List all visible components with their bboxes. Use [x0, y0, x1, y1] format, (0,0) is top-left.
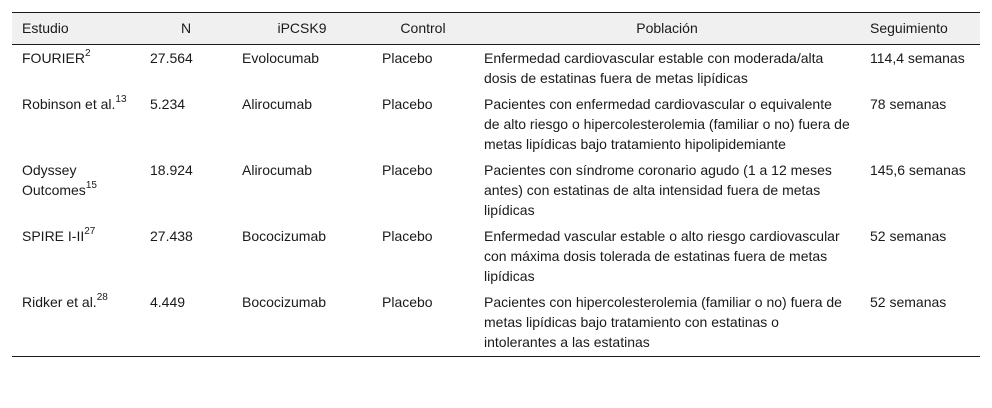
cell-estudio — [12, 289, 140, 357]
cell-n: 27.564 — [150, 50, 193, 66]
table-row — [12, 223, 980, 289]
table-header — [12, 13, 980, 45]
table-row — [12, 91, 980, 157]
header-estudio: Estudio — [12, 13, 140, 45]
cell-n: 4.449 — [140, 289, 232, 357]
cell-control: Placebo — [382, 96, 433, 112]
reference-number: 15 — [85, 180, 97, 192]
cell-seguimiento: 52 semanas — [870, 228, 947, 244]
cell-estudio — [12, 157, 140, 223]
study-name: FOURIER — [22, 50, 85, 66]
cell-estudio — [12, 91, 140, 157]
cell-ipcsk9: Bococizumab — [232, 289, 372, 357]
study-name: Robinson et al. — [22, 96, 116, 112]
cell-ipcsk9: Evolocumab — [242, 50, 320, 66]
header-seguimiento: Seguimiento — [860, 13, 980, 45]
table-row — [12, 45, 980, 92]
header-poblacion: Población — [474, 13, 860, 45]
reference-number: 28 — [96, 292, 108, 304]
studies-table — [12, 12, 980, 357]
cell-ipcsk9: Bococizumab — [242, 228, 327, 244]
cell-ipcsk9: Alirocumab — [242, 162, 313, 178]
reference-number: 27 — [84, 226, 96, 238]
cell-n: 18.924 — [150, 162, 193, 178]
reference-number: 13 — [115, 94, 127, 106]
cell-poblacion: Enfermedad cardiovascular estable con moderada/alta dosis de estatinas fuera de metas lipídicas — [484, 50, 824, 86]
cell-control: Placebo — [382, 50, 433, 66]
cell-control: Placebo — [382, 162, 433, 178]
table-row — [12, 289, 980, 357]
cell-estudio — [12, 223, 140, 289]
study-name: SPIRE I-II — [22, 228, 85, 244]
reference-number: 2 — [85, 48, 91, 60]
cell-n: 27.438 — [150, 228, 193, 244]
cell-control: Placebo — [372, 289, 474, 357]
study-name: Odyssey Outcomes — [22, 162, 86, 198]
header-control: Control — [372, 13, 474, 45]
cell-ipcsk9: Alirocumab — [242, 96, 313, 112]
table-row — [12, 157, 980, 223]
cell-n: 5.234 — [150, 96, 186, 112]
table-body — [12, 45, 980, 357]
cell-poblacion: Enfermedad vascular estable o alto riesgo cardiovascular con máxima dosis tolerada de estatinas fuera de metas lipídicas — [484, 228, 840, 284]
cell-poblacion: Pacientes con enfermedad cardiovascular o equivalente de alto riesgo o hipercolesterolemia (familiar o no) fuera de metas lipídicas bajo tratamiento hipolipidemiante — [484, 96, 850, 152]
cell-control: Placebo — [382, 228, 433, 244]
header-row — [12, 13, 980, 45]
cell-seguimiento: 145,6 semanas — [870, 162, 966, 178]
header-ipcsk9: iPCSK9 — [232, 13, 372, 45]
cell-seguimiento: 52 semanas — [860, 289, 980, 357]
study-name: Ridker et al. — [22, 294, 97, 310]
header-n: N — [140, 13, 232, 45]
cell-estudio — [12, 45, 140, 92]
cell-poblacion: Pacientes con hipercolesterolemia (familiar o no) fuera de metas lipídicas bajo tratamiento con estatinas o intolerantes a las estatinas — [474, 289, 860, 357]
cell-seguimiento: 78 semanas — [870, 96, 947, 112]
cell-seguimiento: 114,4 semanas — [870, 50, 965, 66]
cell-poblacion: Pacientes con síndrome coronario agudo (1 a 12 meses antes) con estatinas de alta intensidad fuera de metas lipídicas — [484, 162, 832, 218]
